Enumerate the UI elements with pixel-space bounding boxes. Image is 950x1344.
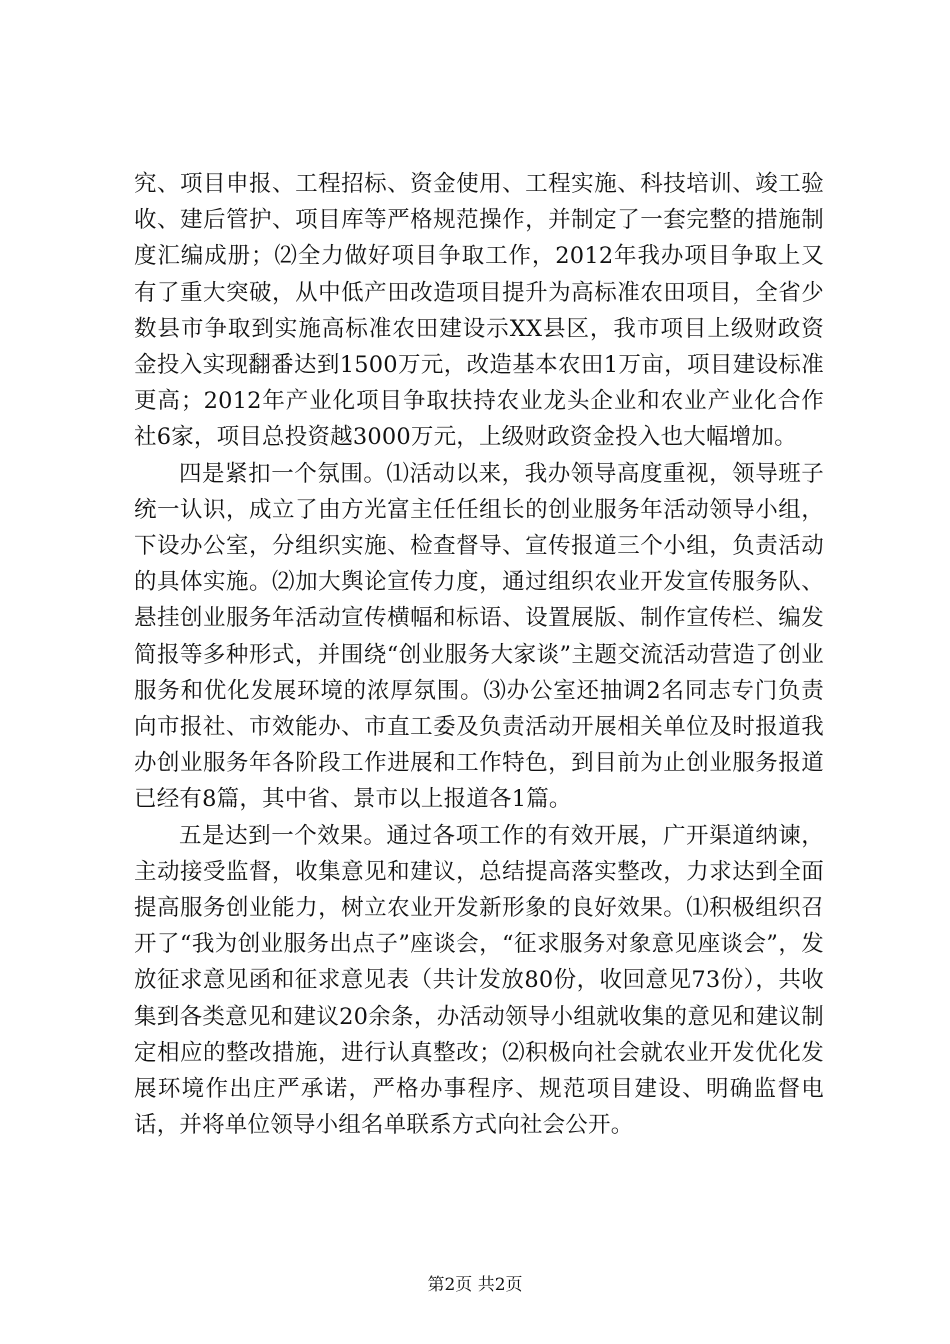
paragraph-continuation: 究、项目申报、工程招标、资金使用、工程实施、科技培训、竣工验收、建后管护、项目库等严格规范操作，并制定了一套完整的措施制度汇编成册；⑵全力做好项目争取工作，2012年我办项目争取上又有了重大突破，从中低产田改造项目提升为高标准农田项目，全省少数县市争取到实施高标准农田建设示XX县区，我市项目上级财政资金投入实现翻番达到1500万元，改造基本农田1万亩，项目建设标准更高；2012年产业化项目争取扶持农业龙头企业和农业产业化合作社6家，项目总投资越3000万元，上级财政资金投入也大幅增加。	[134, 171, 824, 451]
page-footer: 第2页 共2页	[427, 1275, 523, 1295]
paragraph-section-four: 四是紧扣一个氛围。⑴活动以来，我办领导高度重视，领导班子统一认识，成立了由方光富主任任组长的创业服务年活动领导小组，下设办公室，分组织实施、检查督导、宣传报道三个小组，负责活动的具体实施。⑵加大舆论宣传力度，通过组织农业开发宣传服务队、悬挂创业服务年活动宣传横幅和标语、设置展版、制作宣传栏、编发简报等多种形式，并围绕“创业服务大家谈”主题交流活动营造了创业服务和优化发展环境的浓厚氛围。⑶办公室还抽调2名同志专门负责向市报社、市效能办、市直工委及负责活动开展相关单位及时报道我办创业服务年各阶段工作进展和工作特色，到目前为止创业服务报道已经有8篇，其中省、景市以上报道各1篇。	[134, 460, 824, 813]
document-body	[134, 166, 824, 1143]
paragraph-section-five: 五是达到一个效果。通过各项工作的有效开展，广开渠道纳谏，主动接受监督，收集意见和建议，总结提高落实整改，力求达到全面提高服务创业能力，树立农业开发新形象的良好效果。⑴积极组织召开了“我为创业服务出点子”座谈会，“征求服务对象意见座谈会”，发放征求意见函和征求意见表（共计发放80份，收回意见73份），共收集到各类意见和建议20余条，办活动领导小组就收集的意见和建议制定相应的整改措施，进行认真整改；⑵积极向社会就农业开发优化发展环境作出庄严承诺，严格办事程序、规范项目建设、明确监督电话，并将单位领导小组名单联系方式向社会公开。	[134, 822, 824, 1139]
